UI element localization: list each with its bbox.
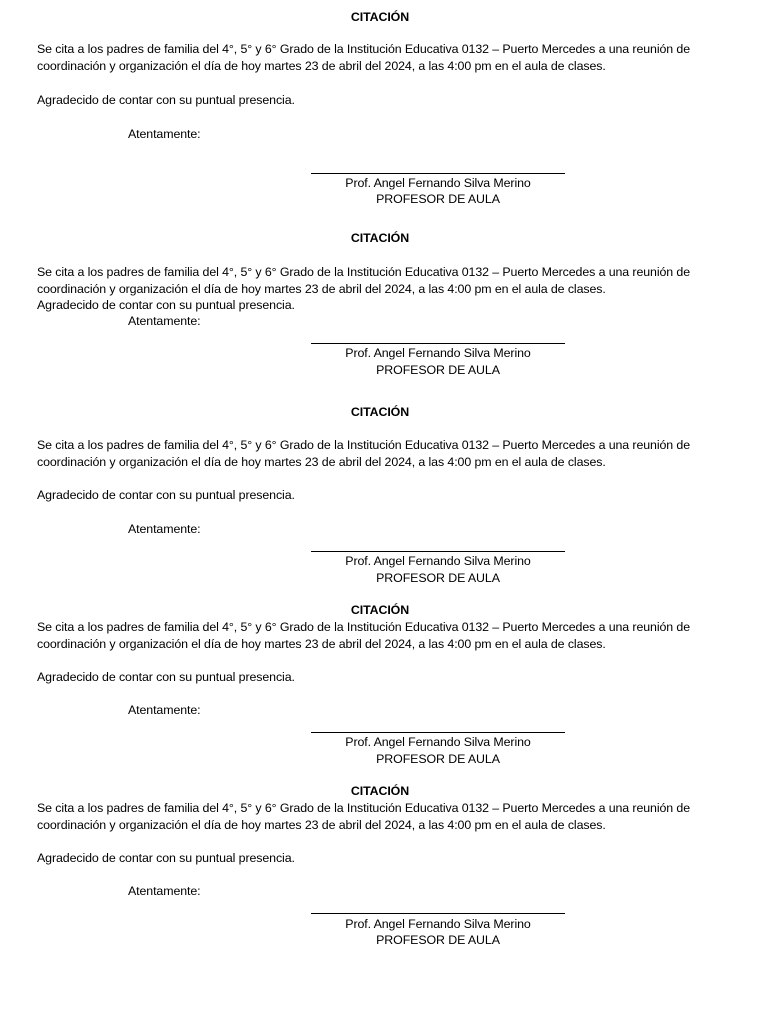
signature-line xyxy=(311,343,565,344)
citation-title: CITACIÓN xyxy=(350,405,410,419)
citation-body-line: Se cita a los padres de familia del 4°, 5° y 6° Grado de la Institución Educativa 0132 – Puerto Mercedes a una reunión de xyxy=(37,620,690,634)
signer-role: PROFESOR DE AULA xyxy=(376,752,500,766)
thanks-text: Agradecido de contar con su puntual presencia. xyxy=(37,93,295,107)
signature-line xyxy=(311,173,565,174)
citation-body xyxy=(37,41,737,74)
citation-body xyxy=(37,800,737,833)
thanks-text: Agradecido de contar con su puntual presencia. xyxy=(37,298,295,312)
citation-title: CITACIÓN xyxy=(350,231,410,245)
citation-body-line: coordinación y organización el día de hoy martes 23 de abril del 2024, a las 4:00 pm en el aula de clases. xyxy=(37,58,606,73)
regards-text: Atentamente: xyxy=(128,884,201,898)
citation-body xyxy=(37,264,737,297)
regards-text: Atentamente: xyxy=(128,314,201,328)
signer-name: Prof. Angel Fernando Silva Merino xyxy=(345,346,531,360)
signer-role: PROFESOR DE AULA xyxy=(376,363,500,377)
signer-name: Prof. Angel Fernando Silva Merino xyxy=(345,735,531,749)
citation-title: CITACIÓN xyxy=(350,784,410,798)
thanks-text: Agradecido de contar con su puntual presencia. xyxy=(37,488,295,502)
regards-text: Atentamente: xyxy=(128,127,201,141)
citation-body-line: Se cita a los padres de familia del 4°, 5° y 6° Grado de la Institución Educativa 0132 – Puerto Mercedes a una reunión de xyxy=(37,265,690,279)
citation-body-line: Se cita a los padres de familia del 4°, 5° y 6° Grado de la Institución Educativa 0132 – Puerto Mercedes a una reunión de xyxy=(37,438,690,452)
citation-body xyxy=(37,619,737,652)
signer-role: PROFESOR DE AULA xyxy=(376,571,500,585)
citation-body xyxy=(37,437,737,470)
signer-name: Prof. Angel Fernando Silva Merino xyxy=(345,917,531,931)
regards-text: Atentamente: xyxy=(128,522,201,536)
signer-name: Prof. Angel Fernando Silva Merino xyxy=(345,554,531,568)
signer-name: Prof. Angel Fernando Silva Merino xyxy=(345,176,531,190)
citation-body-line: Se cita a los padres de familia del 4°, 5° y 6° Grado de la Institución Educativa 0132 – Puerto Mercedes a una reunión de xyxy=(37,801,690,815)
signature-line xyxy=(311,913,565,914)
thanks-text: Agradecido de contar con su puntual presencia. xyxy=(37,670,295,684)
signer-role: PROFESOR DE AULA xyxy=(376,933,500,947)
citation-body-line: coordinación y organización el día de hoy martes 23 de abril del 2024, a las 4:00 pm en el aula de clases. xyxy=(37,281,606,296)
signature-line xyxy=(311,732,565,733)
signature-line xyxy=(311,551,565,552)
signer-role: PROFESOR DE AULA xyxy=(376,192,500,206)
regards-text: Atentamente: xyxy=(128,703,201,717)
citation-body-line: coordinación y organización el día de hoy martes 23 de abril del 2024, a las 4:00 pm en el aula de clases. xyxy=(37,636,606,651)
citation-title: CITACIÓN xyxy=(350,603,410,617)
citation-title: CITACIÓN xyxy=(350,10,410,24)
citation-body-line: coordinación y organización el día de hoy martes 23 de abril del 2024, a las 4:00 pm en el aula de clases. xyxy=(37,454,606,469)
thanks-text: Agradecido de contar con su puntual presencia. xyxy=(37,851,295,865)
citation-body-line: Se cita a los padres de familia del 4°, 5° y 6° Grado de la Institución Educativa 0132 – Puerto Mercedes a una reunión de xyxy=(37,42,690,56)
citation-body-line: coordinación y organización el día de hoy martes 23 de abril del 2024, a las 4:00 pm en el aula de clases. xyxy=(37,817,606,832)
